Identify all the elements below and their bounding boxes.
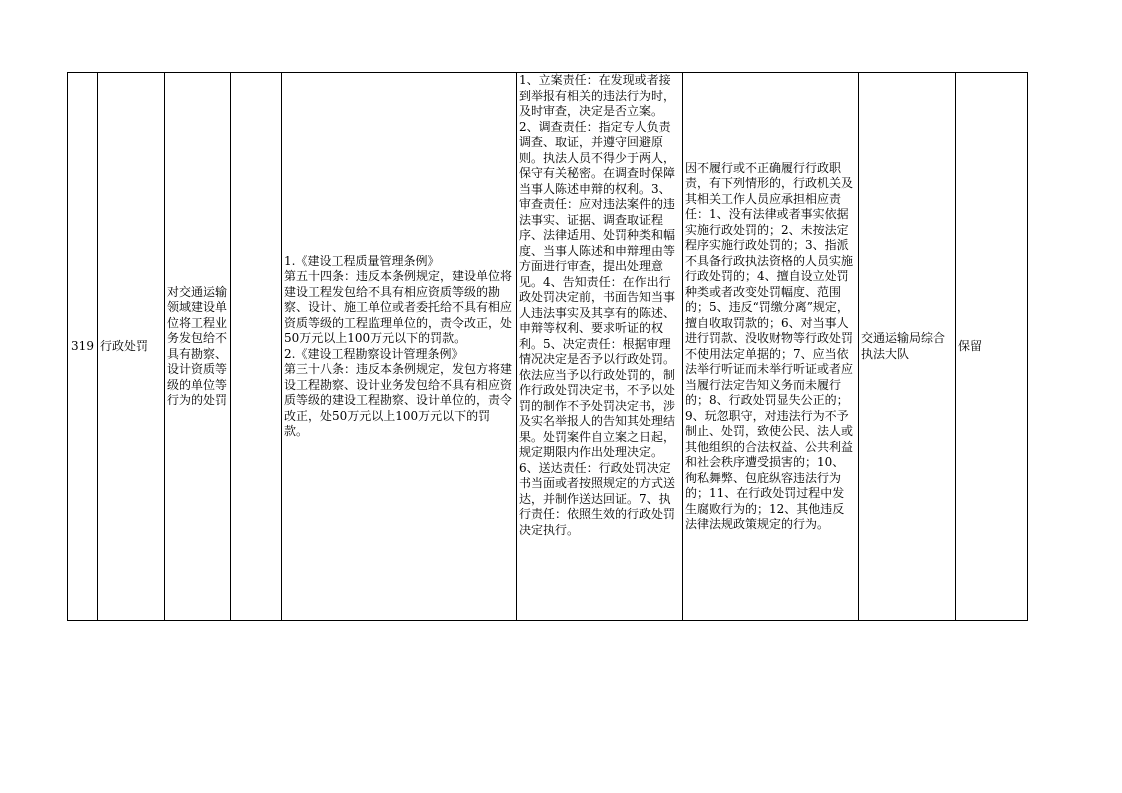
legal-basis-line: 2.《建设工程勘察设计管理条例》 (284, 346, 464, 361)
responsibility-text (519, 73, 680, 620)
accountability-cell: 因不履行或不正确履行行政职责，有下列情形的，行政机关及其相关工作人员应承担相应责任：1、没有法律或者事实依据实施行政处罚的；2、未按法定程序实施行政处罚的；3、指派不具备行政执法资格的人员实施行政处罚的；4、擅自设立处罚种类或者改变处罚幅度、范围的；5、违反“罚缴分离”规定，擅自收取罚款的；6、对当事人进行罚款、没收财物等行政处罚不使用法定单据的；7、应当依法举行听证而未举行听证或者应当履行法定告知义务而未履行的；8、行政处罚显失公正的；9、玩忽职守，对违法行为不予制止、处罚，致使公民、法人或其他组织的合法权益、公共利益和社会秩序遭受损害的；10、徇私舞弊、包庇纵容违法行为的；11、在行政处罚过程中发生腐败行为的；12、其他违反法律法规政策规定的行为。 (683, 73, 859, 621)
legal-basis-line: 第五十四条：违反本条例规定，建设单位将建设工程发包给不具有相应资质等级的勘察、设计、施工单位或者委托给不具有相应资质等级的工程监理单位的，责令改正，处50万元以上100万元以下的罚款。 (284, 269, 513, 345)
table-row (68, 73, 1028, 621)
legal-basis-line: 1.《建设工程质量管理条例》 (284, 253, 440, 268)
responsibility-cell (517, 73, 683, 621)
status-cell: 保留 (956, 73, 1028, 621)
power-list-table (67, 72, 1028, 621)
responsibility-paragraph: 1、立案责任：在发现或者接到举报有相关的违法行为时，及时审查，决定是否立案。2、调查责任：指定专人负责调查、取证，并遵守回避原则。执法人员不得少于两人，保守有关秘密。在调查时保障当事人陈述申辩的权利。3、审查责任：应对违法案件的违法事实、证据、调查取证程序、法律适用、处罚种类和幅度、当事人陈述和申辩理由等方面进行审查，提出处理意见。4、告知责任：在作出行政处罚决定前，书面告知当事人违法事实及其享有的陈述、申辩等权利、要求听证的权利。5、决定责任：根据审理情况决定是否予以行政处罚。依法应当予以行政处罚的，制作行政处罚决定书，不予以处罚的制作不予处罚决定书，涉及实名举报人的告知其处理结果。处罚案件自立案之日起，规定期限内作出处理决定。 (519, 73, 676, 459)
responsibility-paragraph: 6、送达责任：行政处罚决定书当面或者按照规定的方式送达，并制作送达回证。7、执行责任：依照生效的行政处罚决定执行。 (519, 460, 676, 537)
row-number-cell: 319 (68, 73, 98, 621)
item-name-cell: 对交通运输领域建设单位将工程业务发包给不具有勘察、设计资质等级的单位等行为的处罚 (165, 73, 231, 621)
power-category-cell: 行政处罚 (98, 73, 165, 621)
legal-basis-line: 第三十八条：违反本条例规定，发包方将建设工程勘察、设计业务发包给不具有相应资质等级的建设工程勘察、设计单位的，责令改正，处50万元以上100万元以下的罚款。 (284, 362, 513, 438)
legal-basis-cell (282, 73, 517, 621)
subitem-cell (231, 73, 282, 621)
department-cell: 交通运输局综合执法大队 (859, 73, 956, 621)
